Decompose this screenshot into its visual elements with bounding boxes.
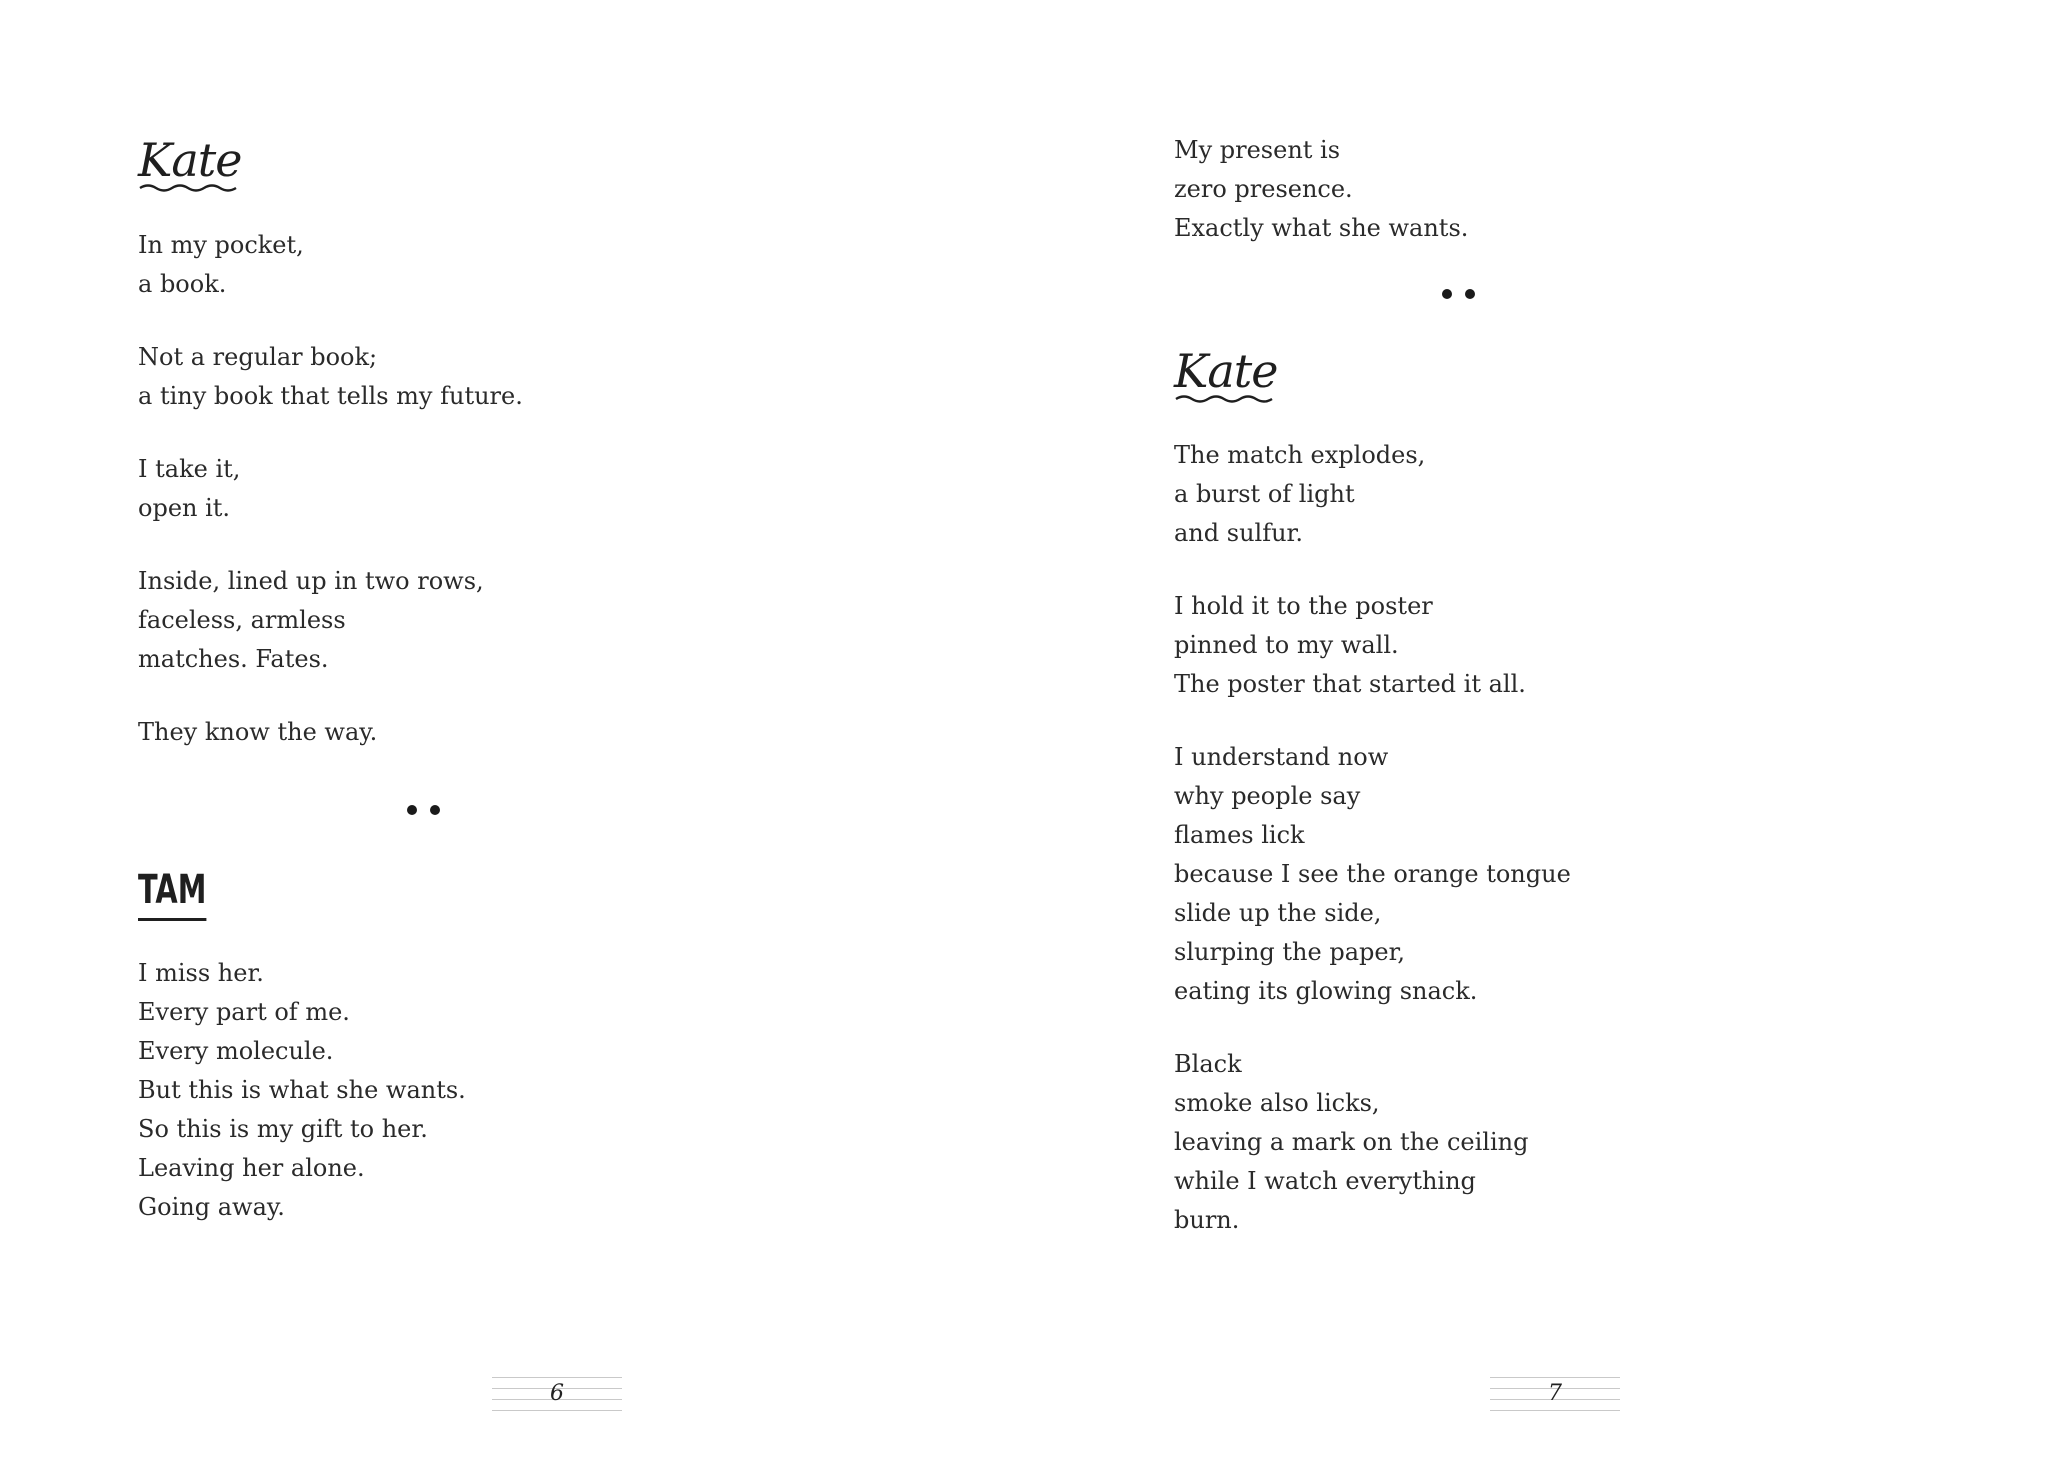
verse-line: Inside, lined up in two rows,	[138, 567, 484, 595]
verse-line: leaving a mark on the ceiling	[1174, 1128, 1529, 1156]
separator-dot	[1442, 289, 1452, 299]
verse-line: They know the way.	[138, 718, 378, 746]
page-number-right	[1490, 1377, 1620, 1411]
verse-line: pinned to my wall.	[1174, 631, 1399, 659]
verse-line: My present is	[1174, 136, 1341, 164]
stanza	[138, 450, 523, 528]
verse-line: The match explodes,	[1174, 441, 1426, 469]
verse-line: But this is what she wants.	[138, 1076, 466, 1104]
stanza	[1174, 738, 1571, 1011]
verse-line: I hold it to the poster	[1174, 592, 1433, 620]
verse-line: I take it,	[138, 455, 241, 483]
speaker-heading-kate	[1174, 346, 1278, 404]
poem-continued	[1174, 131, 1468, 282]
page-number: 7	[1548, 1381, 1562, 1406]
verse-line: burn.	[1174, 1206, 1240, 1234]
stanza	[1174, 436, 1571, 553]
verse-line: smoke also licks,	[1174, 1089, 1380, 1117]
verse-line: Going away.	[138, 1193, 285, 1221]
stanza	[1174, 587, 1571, 704]
page-number-left	[492, 1377, 622, 1411]
verse-line: Black	[1174, 1050, 1242, 1078]
poem-kate-left	[138, 226, 523, 786]
speaker-name: Kate	[1174, 344, 1278, 398]
verse-line: slurping the paper,	[1174, 938, 1406, 966]
poem-kate-right	[1174, 436, 1571, 1274]
verse-line: faceless, armless	[138, 606, 346, 634]
verse-line: In my pocket,	[138, 231, 304, 259]
page-number: 6	[550, 1381, 564, 1406]
speaker-heading-tam	[138, 868, 233, 921]
verse-line: I miss her.	[138, 959, 264, 987]
stanza	[138, 226, 523, 304]
section-separator	[407, 805, 440, 815]
verse-line: Leaving her alone.	[138, 1154, 365, 1182]
verse-line: why people say	[1174, 782, 1361, 810]
verse-line: flames lick	[1174, 821, 1305, 849]
verse-line: Exactly what she wants.	[1174, 214, 1469, 242]
folio-rule	[1490, 1410, 1620, 1411]
poem-tam	[138, 954, 466, 1261]
verse-line: Every part of me.	[138, 998, 350, 1026]
verse-line: a tiny book that tells my future.	[138, 382, 523, 410]
verse-line: while I watch everything	[1174, 1167, 1476, 1195]
stanza	[1174, 131, 1468, 248]
verse-line: slide up the side,	[1174, 899, 1382, 927]
separator-dot	[1465, 289, 1475, 299]
section-separator	[1442, 289, 1475, 299]
speaker-name: Kate	[138, 133, 242, 187]
separator-dot	[407, 805, 417, 815]
verse-line: eating its glowing snack.	[1174, 977, 1478, 1005]
folio-rule	[492, 1410, 622, 1411]
verse-line: a burst of light	[1174, 480, 1355, 508]
folio-rule	[1490, 1377, 1620, 1378]
verse-line: a book.	[138, 270, 227, 298]
verse-line: The poster that started it all.	[1174, 670, 1526, 698]
verse-line: Not a regular book;	[138, 343, 378, 371]
stanza	[138, 954, 466, 1227]
stanza	[138, 713, 523, 752]
verse-line: because I see the orange tongue	[1174, 860, 1571, 888]
verse-line: matches. Fates.	[138, 645, 329, 673]
verse-line: zero presence.	[1174, 175, 1353, 203]
separator-dot	[430, 805, 440, 815]
verse-line: Every molecule.	[138, 1037, 334, 1065]
stanza	[1174, 1045, 1571, 1240]
speaker-heading-kate	[138, 135, 242, 193]
verse-line: open it.	[138, 494, 231, 522]
stanza	[138, 562, 523, 679]
right-page	[1024, 0, 2048, 1478]
speaker-name: TAM	[138, 868, 206, 921]
verse-line: and sulfur.	[1174, 519, 1304, 547]
stanza	[138, 338, 523, 416]
folio-rule	[492, 1377, 622, 1378]
verse-line: So this is my gift to her.	[138, 1115, 428, 1143]
verse-line: I understand now	[1174, 743, 1389, 771]
